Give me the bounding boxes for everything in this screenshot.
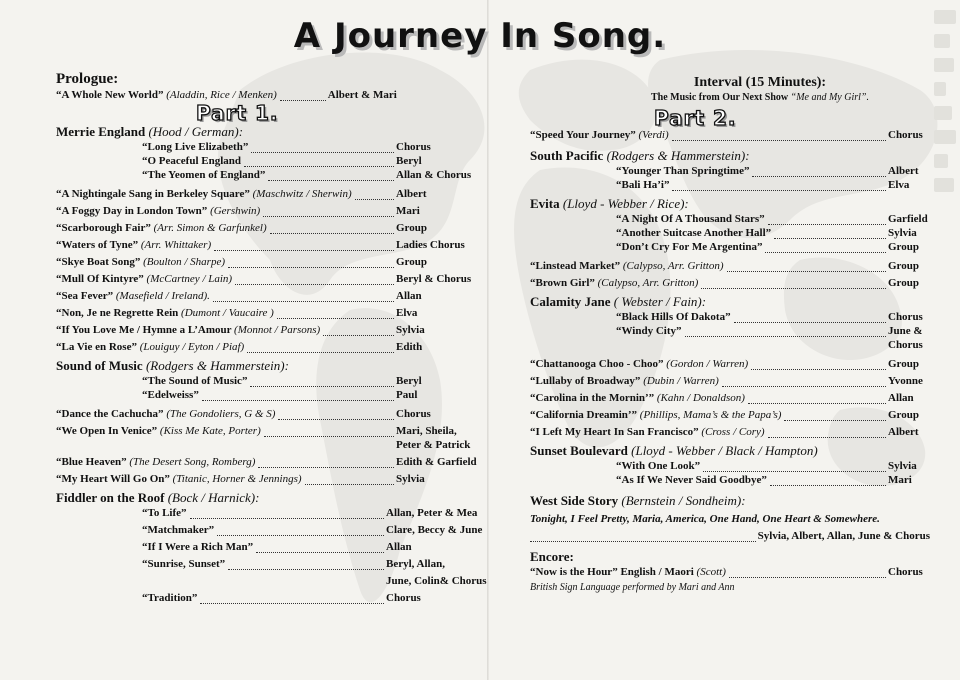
song-line [616, 324, 930, 338]
song-line [616, 459, 930, 473]
performer: Garfield [888, 213, 928, 225]
song-line [142, 168, 484, 182]
section-heading: South Pacific (Rodgers & Hammerstein): [530, 148, 750, 163]
song-title: “Dance the Cachucha” [56, 408, 164, 420]
song-title: “Tradition” [142, 592, 198, 604]
song-line: “Blue Heaven” (The Desert Song, Romberg) Edith & Garfield [56, 455, 484, 469]
song-line: “Lullaby of Broadway” (Dubin / Warren) Yvonne [530, 374, 930, 388]
song-line: “Non, Je ne Regrette Rein (Dumont / Vaucaire ) Elva [56, 306, 484, 320]
song-line [142, 374, 484, 388]
song-title: “Carolina in the Mornin’” [530, 392, 655, 404]
song-line: “A Foggy Day in London Town” (Gershwin) Mari [56, 204, 484, 218]
performer: Beryl & Chorus [396, 273, 472, 285]
song-title: “My Heart Will Go On” [56, 473, 170, 485]
merrie-england-list [142, 140, 484, 182]
performer: Mari [888, 474, 912, 486]
calamity-jane-list [616, 310, 930, 352]
performer: Sylvia [396, 324, 425, 336]
interval-heading: Interval (15 Minutes): [693, 75, 827, 90]
performer: Group [888, 358, 919, 370]
song-title: “Waters of Tyne” [56, 239, 139, 251]
performer: Group [396, 222, 427, 234]
performer: Mari, Sheila, [396, 425, 457, 437]
part-two-heading: Part 2. [654, 106, 737, 130]
song-title: “We Open In Venice” [56, 425, 158, 437]
song-title: “Brown Girl” [530, 277, 595, 289]
song-line: “California Dreamin’” (Phillips, Mama’s & the Papa’s) Group [530, 408, 930, 422]
song-line-cont [142, 574, 487, 588]
west-side-medley: Tonight, I Feel Pretty, Maria, America, One Hand, One Heart & Somewhere. [530, 513, 880, 525]
performer: Chorus [386, 592, 421, 604]
song-title: “O Peaceful England [142, 155, 242, 167]
song-line [616, 164, 930, 178]
song-title: “A Night Of A Thousand Stars” [616, 213, 765, 225]
song-line: “Carolina in the Mornin’” (Kahn / Donaldson) Allan [530, 391, 930, 405]
performer: Yvonne [888, 375, 923, 387]
song-line [142, 523, 484, 537]
song-title: “Skye Boat Song” [56, 256, 141, 268]
page-fold [487, 0, 489, 680]
song-title: “With One Look” [616, 460, 701, 472]
song-title: “A Whole New World” [56, 89, 164, 101]
encore-heading: Encore: [530, 549, 574, 564]
performer: Group [888, 260, 919, 272]
sunset-boulevard-list [616, 459, 930, 487]
performer: Chorus [888, 129, 923, 141]
fiddler-list [142, 506, 487, 605]
next-show-note: The Music from Our Next Show “Me and My Girl”. [651, 92, 869, 103]
section-heading: Calamity Jane ( Webster / Fain): [530, 294, 707, 309]
performer: Group [888, 277, 919, 289]
song-title: “Matchmaker” [142, 524, 215, 536]
song-line [616, 240, 930, 254]
song-line [142, 506, 484, 520]
song-title: “Lullaby of Broadway” [530, 375, 641, 387]
song-title: “Blue Heaven” [56, 456, 127, 468]
song-title: “I Left My Heart In San Francisco” [530, 426, 699, 438]
performer: Allan, Peter & Mea [386, 507, 478, 519]
performer: Beryl [396, 155, 422, 167]
performer: Peter & Patrick [396, 439, 471, 451]
song-line: “Linstead Market” (Calypso, Arr. Gritton) Group [530, 259, 930, 273]
song-title: “If You Love Me / Hymne a L’Amour [56, 324, 232, 336]
performer: Albert [888, 426, 919, 438]
performer: Albert [888, 165, 919, 177]
song-line: “If You Love Me / Hymne a L’Amour (Monnot / Parsons) Sylvia [56, 323, 484, 337]
song-line [616, 178, 930, 192]
performer: Paul [396, 389, 418, 401]
song-title: “Mull Of Kintyre” [56, 273, 144, 285]
song-line [142, 388, 484, 402]
sound-of-music-list [142, 374, 484, 402]
song-title: “California Dreamin’” [530, 409, 638, 421]
performer: Albert [396, 188, 427, 200]
performer: Group [396, 256, 427, 268]
song-title: “Now is the Hour” English / Maori [530, 566, 694, 578]
song-title: “La Vie en Rose” [56, 341, 137, 353]
song-line: “Sea Fever” (Masefield / Ireland). Allan [56, 289, 484, 303]
song-line [616, 212, 930, 226]
performer: Beryl, Allan, [386, 558, 445, 570]
section-heading: Merrie England (Hood / German): [56, 124, 244, 139]
performer: Elva [888, 179, 910, 191]
song-line [616, 473, 930, 487]
song-title: “Edelweiss” [142, 389, 199, 401]
song-title: “The Sound of Music” [142, 375, 248, 387]
performer: Allan & Chorus [396, 169, 472, 181]
performer: Sylvia, Albert, Allan, June & Chorus [757, 530, 930, 542]
song-line [142, 591, 484, 605]
song-title: “Speed Your Journey” [530, 129, 636, 141]
song-line-cont [56, 438, 484, 452]
performer: Sylvia [396, 473, 425, 485]
song-line: “Now is the Hour” English / Maori (Scott) Chorus [530, 565, 930, 579]
song-line: “Brown Girl” (Calypso, Arr. Gritton) Group [530, 276, 930, 290]
evita-list [616, 212, 930, 254]
performer: Ladies Chorus [396, 239, 465, 251]
song-line [142, 154, 484, 168]
performer: Clare, Beccy & June [386, 524, 483, 536]
song-line [616, 226, 930, 240]
song-title: “Don’t Cry For Me Argentina” [616, 241, 763, 253]
song-line-cont [616, 338, 930, 352]
song-line: “Skye Boat Song” (Boulton / Sharpe) Group [56, 255, 484, 269]
performer: Chorus [396, 408, 431, 420]
performer: Sylvia [888, 460, 917, 472]
song-line: “A Nightingale Sang in Berkeley Square” (Maschwitz / Sherwin) Albert [56, 187, 484, 201]
performer: Chorus [396, 141, 431, 153]
song-credit: (Aladdin, Rice / Menken) [166, 89, 277, 101]
song-line: “My Heart Will Go On” (Titanic, Horner & Jennings) Sylvia [56, 472, 484, 486]
song-line: “Mull Of Kintyre” (McCartney / Lain) Beryl & Chorus [56, 272, 484, 286]
song-line [142, 557, 484, 571]
song-title: “Sunrise, Sunset” [142, 558, 226, 570]
performer: Edith & Garfield [396, 456, 477, 468]
song-line: “La Vie en Rose” (Louiguy / Eyton / Piaf) Edith [56, 340, 484, 354]
song-line: “We Open In Venice” (Kiss Me Kate, Porter) Mari, Sheila, [56, 424, 484, 438]
prologue-heading: Prologue: [56, 71, 119, 87]
performer: Elva [396, 307, 418, 319]
song-line [56, 88, 484, 102]
performer: Allan [888, 392, 914, 404]
performer: Albert & Mari [327, 89, 397, 101]
song-title: “Another Suitcase Another Hall” [616, 227, 772, 239]
song-line [142, 140, 484, 154]
song-line: “Scarborough Fair” (Arr. Simon & Garfunkel) Group [56, 221, 484, 235]
song-title: “As If We Never Said Goodbye” [616, 474, 767, 486]
performer: June & [888, 325, 923, 337]
section-heading: Evita (Lloyd - Webber / Rice): [530, 196, 689, 211]
section-heading: Sound of Music (Rodgers & Hammerstein): [56, 358, 289, 373]
song-line [142, 540, 484, 554]
performer: Chorus [888, 566, 923, 578]
performer: Allan [396, 290, 422, 302]
song-title: “Linstead Market” [530, 260, 621, 272]
song-line [616, 310, 930, 324]
song-line [530, 529, 930, 543]
performer: Group [888, 241, 919, 253]
performer: Mari [396, 205, 420, 217]
performer: Allan [386, 541, 412, 553]
song-title: “The Yeomen of England” [142, 169, 266, 181]
performer: Sylvia [888, 227, 917, 239]
song-title: “Long Live Elizabeth” [142, 141, 249, 153]
performer: June, Colin& Chorus [386, 575, 487, 587]
section-heading: West Side Story (Bernstein / Sondheim): [530, 493, 746, 508]
performer: Chorus [888, 311, 923, 323]
song-line: “Chattanooga Choo - Choo” (Gordon / Warren) Group [530, 357, 930, 371]
page-title: A Journey In Song. [293, 16, 667, 56]
song-title: “Non, Je ne Regrette Rein [56, 307, 179, 319]
section-heading: Fiddler on the Roof (Bock / Harnick): [56, 490, 260, 505]
song-title: “Black Hills Of Dakota” [616, 311, 731, 323]
song-line: “Dance the Cachucha” (The Gondoliers, G & S) Chorus [56, 407, 484, 421]
performer: Group [888, 409, 919, 421]
part-one-heading: Part 1. [196, 101, 279, 125]
performer: Edith [396, 341, 423, 353]
song-title: “Chattanooga Choo - Choo” [530, 358, 664, 370]
section-heading: Sunset Boulevard (Lloyd - Webber / Black / Hampton) [530, 443, 818, 458]
song-title: “To Life” [142, 507, 187, 519]
song-title: “A Nightingale Sang in Berkeley Square” [56, 188, 250, 200]
performer: Beryl [396, 375, 422, 387]
performer: Chorus [888, 339, 923, 351]
song-title: “Scarborough Fair” [56, 222, 151, 234]
song-title: “Windy City” [616, 325, 682, 337]
song-title: “A Foggy Day in London Town” [56, 205, 208, 217]
song-title: “If I Were a Rich Man” [142, 541, 254, 553]
song-line: “I Left My Heart In San Francisco” (Cross / Cory) Albert [530, 425, 930, 439]
south-pacific-list [616, 164, 930, 192]
left-page [56, 70, 487, 605]
song-title: “Sea Fever” [56, 290, 114, 302]
song-line: “Waters of Tyne” (Arr. Whittaker) Ladies Chorus [56, 238, 484, 252]
bleed-through-text [930, 0, 960, 680]
song-title: “Younger Than Springtime” [616, 165, 750, 177]
sign-language-note: British Sign Language performed by Mari and Ann [530, 582, 735, 593]
song-title: “Bali Ha’i” [616, 179, 670, 191]
right-page [530, 74, 930, 595]
song-line: “Speed Your Journey” (Verdi) Chorus [530, 128, 930, 142]
